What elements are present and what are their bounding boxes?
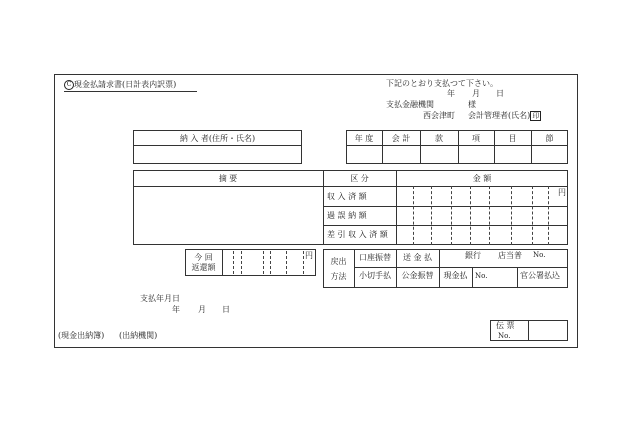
header-moku: 目	[508, 134, 517, 143]
payment-date-month: 月	[198, 305, 206, 314]
method-branch: 店当普	[498, 251, 522, 260]
payment-date-day: 日	[222, 305, 230, 314]
method-label-top: 戻出	[330, 257, 347, 266]
payment-date-year: 年	[172, 305, 180, 314]
amount-label: 金 額	[472, 174, 492, 183]
method-no2: No.	[475, 272, 488, 280]
method-cash: 現金払	[443, 271, 468, 280]
method-label-bottom: 方法	[330, 272, 347, 281]
row-received: 収 入 済 額	[327, 192, 367, 201]
payer-label: 納 入 者(住所・氏名)	[179, 134, 256, 143]
date-day: 日	[496, 89, 504, 98]
method-giro: 公金振替	[401, 271, 434, 280]
refund-yen: 円	[305, 251, 313, 260]
row-net-received: 差 引 収 入 済 額	[327, 230, 388, 239]
title-underline	[64, 91, 197, 92]
method-transfer: 口座振替	[359, 253, 391, 262]
date-year: 年	[447, 89, 455, 98]
refund-label-line1: 今 回	[194, 253, 213, 262]
voucher-no: No.	[498, 332, 511, 340]
yen-unit: 円	[558, 188, 566, 197]
header-kan: 款	[435, 134, 443, 143]
payment-date-label: 支払年月日	[140, 294, 180, 303]
footer-agency: (出納機関)	[119, 331, 158, 340]
header-fiscal-year: 年 度	[354, 134, 374, 143]
kubun-label: 区 分	[350, 174, 369, 183]
manager-label-text: 会計管理者(氏名)	[468, 111, 531, 120]
footer-cashbook: (現金出納簿)	[58, 331, 105, 340]
refund-label-line2: 返還額	[191, 263, 216, 272]
request-text: 下記のとおり支払つて下さい。	[386, 79, 498, 88]
method-remit: 送 金 払	[402, 253, 433, 262]
bank-honorific: 様	[468, 100, 476, 109]
voucher-label: 伝 票	[496, 321, 515, 330]
bank-label: 支払金融機関	[386, 100, 434, 109]
summary-label: 摘 要	[218, 174, 238, 183]
form-title-area	[64, 80, 176, 90]
form-title: 現金払請求書(日計表内訳票)	[74, 80, 177, 89]
manager-label	[468, 111, 541, 121]
town-name: 西会津町	[423, 111, 455, 120]
method-bank: 銀行	[465, 251, 481, 260]
seal-mark: 印	[532, 112, 540, 120]
method-no1: No.	[533, 251, 546, 259]
header-account: 会 計	[391, 134, 411, 143]
header-kou: 項	[472, 134, 480, 143]
form-mark: C	[64, 80, 74, 90]
method-check: 小切手払	[359, 271, 391, 280]
header-setsu: 節	[545, 134, 554, 143]
method-office: 官公署払込	[520, 271, 560, 280]
row-overpaid: 過 誤 納 額	[327, 211, 367, 220]
date-month: 月	[472, 89, 480, 98]
